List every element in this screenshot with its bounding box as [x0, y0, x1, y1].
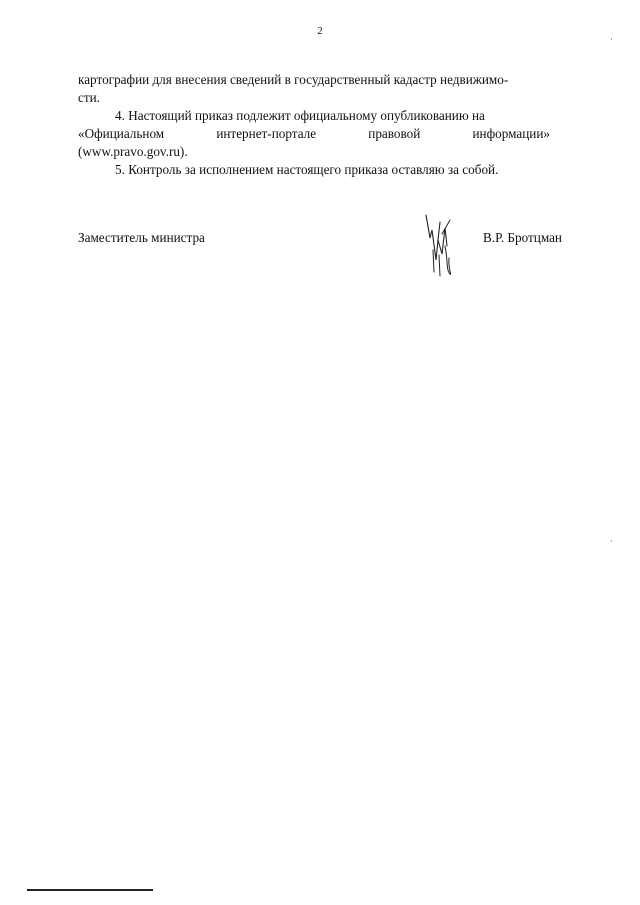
paragraph-continuation-line-1: картографии для внесения сведений в государственный кадастр недвижимо- — [78, 72, 509, 87]
scan-speck — [611, 540, 612, 542]
paragraph-4-word: правовой — [368, 126, 421, 141]
page-number: 2 — [317, 25, 323, 37]
signatory-name: В.Р. Бротцман — [483, 230, 562, 245]
scan-speck — [611, 38, 612, 40]
paragraph-4-word: информации» — [472, 126, 550, 141]
footnote-rule — [27, 889, 153, 891]
paragraph-4-line-3: (www.pravo.gov.ru). — [78, 144, 188, 159]
paragraph-5: 5. Контроль за исполнением настоящего приказа оставляю за собой. — [115, 162, 499, 177]
paragraph-continuation-line-2: сти. — [78, 90, 100, 105]
paragraph-4-line-2 — [78, 125, 550, 143]
signatory-title: Заместитель министра — [78, 230, 205, 245]
handwritten-signature — [418, 210, 468, 280]
paragraph-4-line-1 — [78, 107, 550, 125]
paragraph-4-word: «Официальном — [78, 126, 165, 141]
document-body — [78, 71, 550, 179]
paragraph-4-text: 4. Настоящий приказ подлежит официальному опубликованию на — [115, 108, 485, 123]
paragraph-4-word: интернет-портале — [216, 126, 317, 141]
